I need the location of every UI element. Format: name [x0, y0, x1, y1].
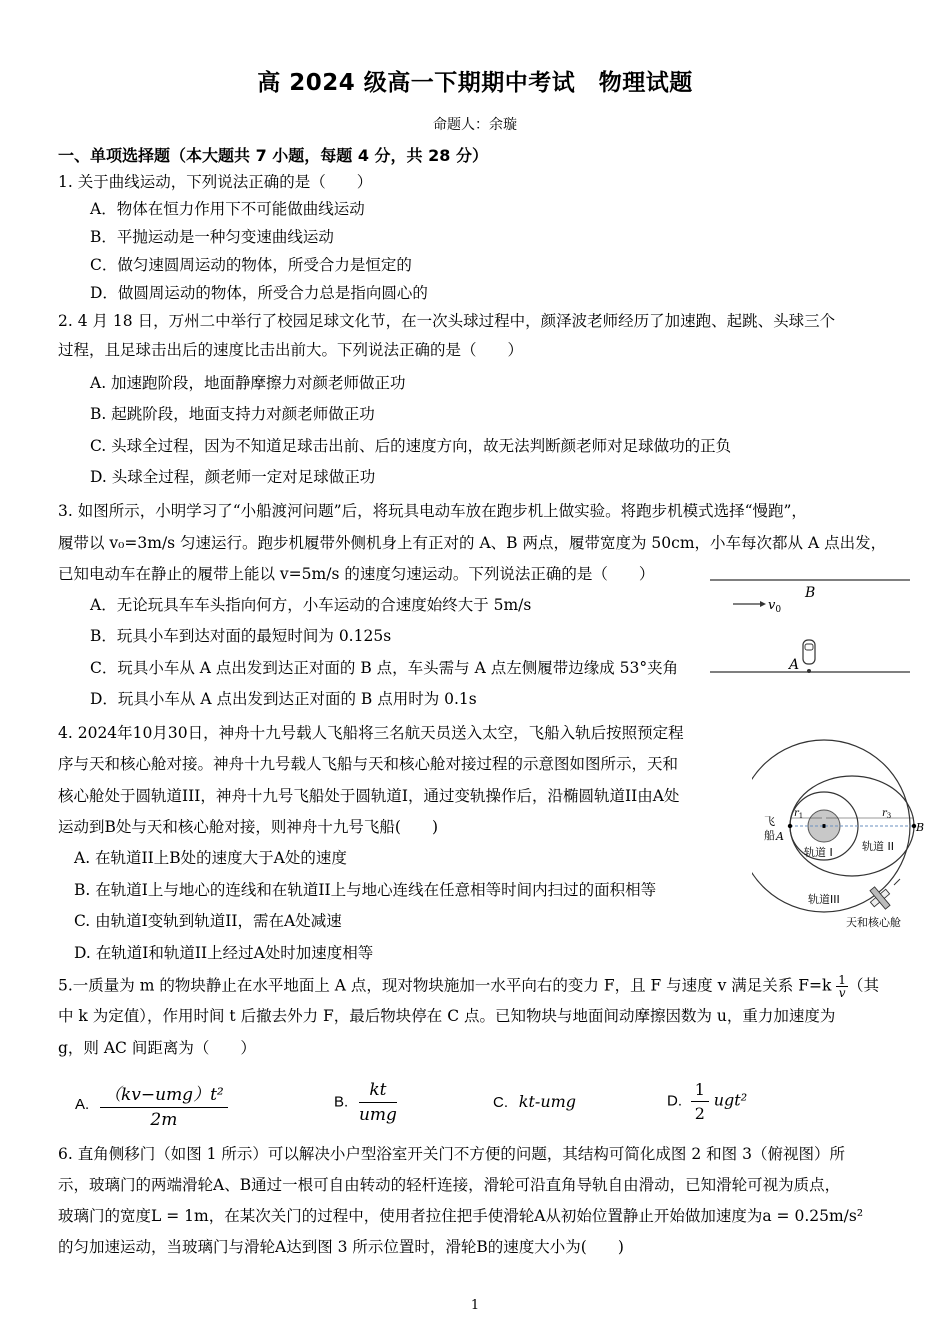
q1-option-a: A．物体在恒力作用下不可能做曲线运动 — [90, 200, 365, 218]
q5-option-c — [493, 1092, 576, 1111]
q5-option-a-fraction — [100, 1080, 228, 1130]
q5-option-b-num: kt — [359, 1080, 397, 1103]
q5-option-a-den: 2m — [150, 1110, 178, 1130]
q5-option-b — [334, 1080, 397, 1125]
q2-stem-line1: 2. 4 月 18 日，万州二中举行了校园足球文化节，在一次头球过程中，颜泽波老师经历了加速跑、起跳、头球三个 — [58, 312, 836, 330]
q5-frac-den: v — [838, 986, 846, 1000]
q3-option-d: D．玩具小车从 A 点出发到达正对面的 B 点用时为 0.1s — [90, 690, 477, 708]
point-a-label: A — [789, 657, 800, 673]
q4-option-c: C. 由轨道I变轨到轨道II，需在A处减速 — [74, 912, 342, 930]
q5-option-b-label: B. — [334, 1093, 349, 1111]
station-motion-arrow — [894, 879, 900, 885]
q5-option-d-tail: ugt² — [713, 1090, 748, 1110]
q5-option-b-den: umg — [358, 1105, 397, 1125]
q5-option-c-label: C. — [493, 1094, 508, 1111]
q5-frac-num: 1 — [838, 973, 846, 987]
q6-stem-line2: 示，玻璃门的两端滑轮A、B通过一根可自由转动的轻杆连接，滑轮可沿直角导轨自由滑动，已知滑轮可视为质点， — [58, 1176, 841, 1194]
q3-option-a: A．无论玩具车车头指向何方，小车运动的合速度始终大于 5m/s — [90, 596, 532, 614]
q3-option-b: B．玩具小车到达对面的最短时间为 0.125s — [90, 627, 392, 645]
q4-stem-line1: 4. 2024年10月30日，神舟十九号载人飞船将三名航天员送入太空，飞船入轨后按照预定程 — [58, 724, 684, 742]
v0-label: $v_0$ — [768, 598, 782, 615]
q3-stem-line2: 履带以 v₀=3m/s 匀速运行。跑步机履带外侧机身上有正对的 A、B 两点，履带宽度为 50cm，小车每次都从 A 点出发， — [58, 534, 887, 552]
q1-option-c: C．做匀速圆周运动的物体，所受合力是恒定的 — [90, 256, 412, 274]
q5-option-c-expr: kt-umg — [518, 1092, 577, 1111]
q5-option-a-label: A. — [75, 1096, 90, 1113]
q1-option-d: D．做圆周运动的物体，所受合力总是指向圆心的 — [90, 284, 428, 302]
station-label: 天和核心舱 — [846, 916, 901, 929]
spacecraft-label-1: 飞 — [764, 815, 775, 828]
r3-label: $r_3$ — [882, 808, 892, 820]
q5-option-a — [75, 1080, 228, 1130]
q1-stem: 1. 关于曲线运动，下列说法正确的是（ ） — [58, 173, 373, 191]
orbit-point-a-label: A — [776, 830, 784, 843]
orbit-iii-label: 轨道III — [808, 893, 840, 906]
orbit-figure — [752, 738, 932, 934]
space-station-icon — [865, 882, 896, 913]
q3-option-c: C．玩具小车从 A 点出发到达正对面的 B 点，车头需与 A 点左侧履带边缘成 53°夹角 — [90, 659, 679, 677]
exam-title: 高 2024 级高一下期期中考试 物理试题 — [257, 70, 693, 96]
q5-option-a-num: （kv−umg）t² — [100, 1080, 228, 1108]
q5-stem-text-b: （其 — [847, 976, 879, 995]
q5-option-d-label: D. — [667, 1092, 682, 1110]
q2-stem-line2: 过程，且足球击出后的速度比击出前大。下列说法正确的是（ ） — [58, 341, 524, 359]
orbit-ii-label: 轨道 II — [862, 840, 894, 853]
q4-stem-line3: 核心舱处于圆轨道III，神舟十九号飞船处于圆轨道I，通过变轨操作后，沿椭圆轨道II由A处 — [58, 787, 680, 805]
q5-stem-text-a: 5.一质量为 m 的物块静止在水平地面上 A 点，现对物块施加一水平向右的变力 F，且 F 与速度 v 满足关系 F=k — [58, 976, 832, 995]
q4-stem-line4: 运动到B处与天和核心舱对接，则神舟十九号飞船( ) — [58, 818, 438, 836]
q6-stem-line4: 的匀加速运动，当玻璃门与滑轮A达到图 3 所示位置时，滑轮B的速度大小为( ) — [58, 1238, 624, 1256]
q5-fraction — [836, 974, 848, 999]
q2-option-b: B. 起跳阶段，地面支持力对颜老师做正功 — [90, 405, 375, 423]
q5-option-b-fraction — [359, 1080, 397, 1125]
q5-stem-line1 — [58, 974, 879, 999]
section-heading: 一、单项选择题（本大题共 7 小题，每题 4 分，共 28 分） — [58, 146, 488, 165]
q4-stem-line2: 序与天和核心舱对接。神舟十九号载人飞船与天和核心舱对接过程的示意图如图所示，天和 — [58, 755, 679, 773]
q5-stem-line2: 中 k 为定值），作用时间 t 后撤去外力 F，最后物块停在 C 点。已知物块与地面间动摩擦因数为 u，重力加速度为 — [58, 1007, 836, 1025]
q6-stem-line3: 玻璃门的宽度L = 1m，在某次关门的过程中，使用者拉住把手使滑轮A从初始位置静止开始做加速度为a = 0.25m/s² — [58, 1207, 864, 1225]
q4-option-a: A. 在轨道II上B处的速度大于A处的速度 — [74, 849, 347, 867]
q5-option-d — [667, 1080, 747, 1123]
q2-option-c: C. 头球全过程，因为不知道足球击出前、后的速度方向，故无法判断颜老师对足球做功的正负 — [90, 437, 732, 455]
q6-stem-line1: 6. 直角侧移门（如图 1 所示）可以解决小户型浴室开关门不方便的问题，其结构可简化成图 2 和图 3（俯视图）所 — [58, 1145, 845, 1163]
q5-option-d-num: 1 — [691, 1080, 709, 1102]
q4-option-b: B. 在轨道I上与地心的连线和在轨道II上与地心连线在任意相等时间内扫过的面积相等 — [74, 881, 657, 899]
q3-stem-line1: 3. 如图所示，小明学习了“小船渡河问题”后，将玩具电动车放在跑步机上做实验。将跑步机模式选择“慢跑”， — [58, 502, 807, 520]
r1-label: $r_1$ — [794, 808, 804, 820]
q3-stem-line3: 已知电动车在静止的履带上能以 v=5m/s 的速度匀速运动。下列说法正确的是（ ） — [58, 565, 655, 583]
q4-option-d: D. 在轨道I和轨道II上经过A处时加速度相等 — [74, 944, 374, 962]
q2-option-d: D. 头球全过程，颜老师一定对足球做正功 — [90, 468, 376, 486]
page-number: 1 — [470, 1298, 480, 1313]
q5-option-d-den: 2 — [694, 1104, 705, 1123]
exam-author: 命题人：余璇 — [433, 117, 517, 133]
q5-option-d-fraction — [691, 1080, 709, 1123]
spacecraft-label-2: 船 — [764, 829, 775, 842]
point-b-label: B — [805, 585, 816, 601]
q2-option-a: A. 加速跑阶段，地面静摩擦力对颜老师做正功 — [90, 374, 406, 392]
velocity-arrowhead — [760, 601, 766, 607]
orbit-point-b-label: B — [916, 821, 925, 834]
treadmill-figure — [705, 572, 915, 682]
q5-stem-line3: g，则 AC 间距离为（ ） — [58, 1039, 256, 1057]
orbit-i-label: 轨道 I — [804, 846, 833, 859]
point-a-dot — [807, 669, 811, 673]
q1-option-b: B．平抛运动是一种匀变速曲线运动 — [90, 228, 334, 246]
point-a-dot — [788, 824, 792, 828]
